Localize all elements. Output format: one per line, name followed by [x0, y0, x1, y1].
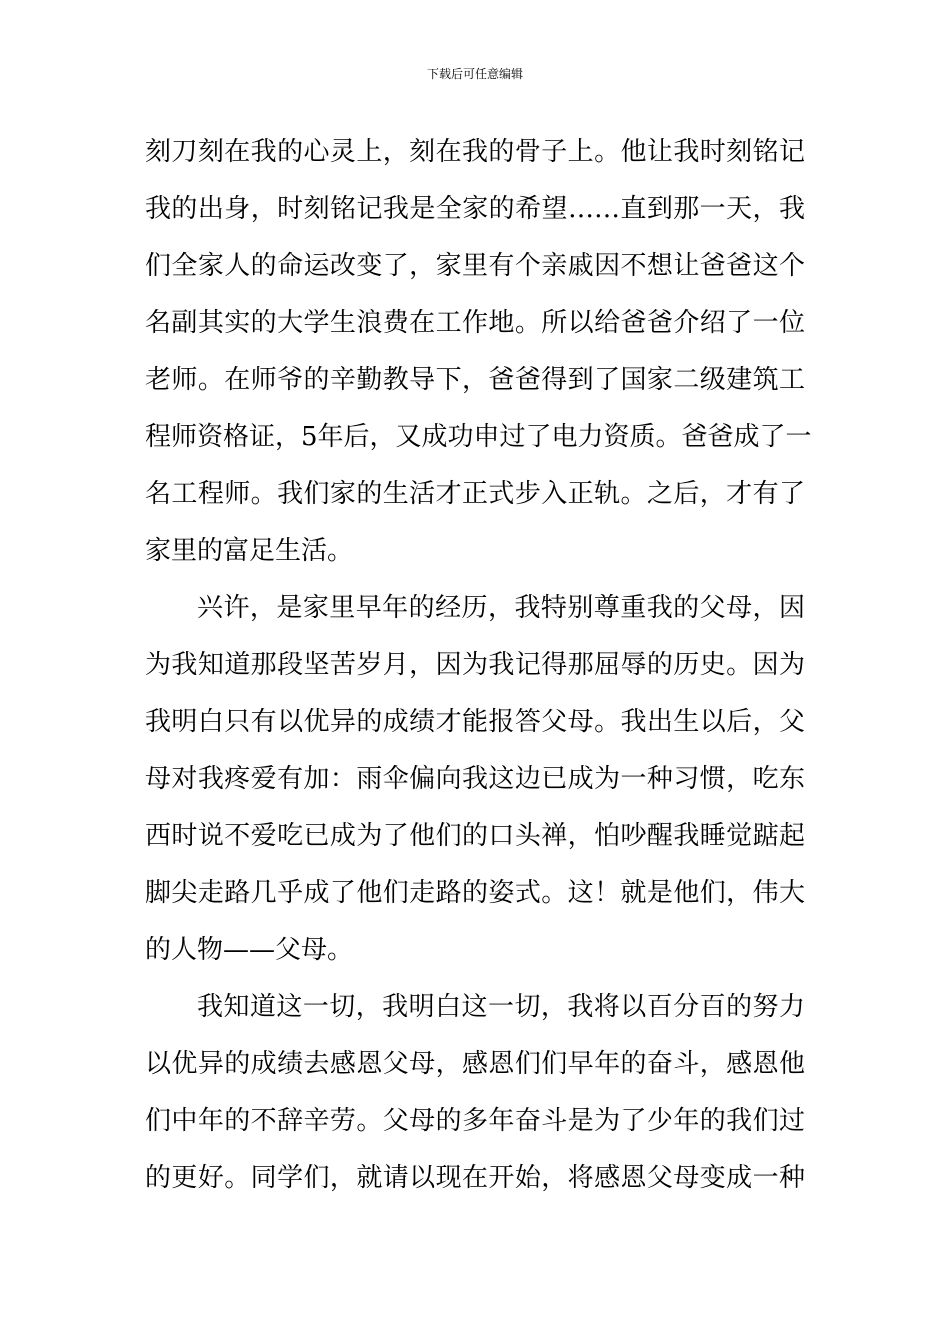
paragraph-1-line-4: 名副其实的大学生浪费在工作地。所以给爸爸介绍了一位 [145, 308, 805, 338]
paragraph-1-line-7: 名工程师。我们家的生活才正式步入正轨。之后，才有了 [145, 479, 805, 509]
paragraph-2-line-3: 我明白只有以优异的成绩才能报答父母。我出生以后，父 [145, 707, 805, 737]
paragraph-3-line-2: 以优异的成绩去感恩父母，感恩们们早年的奋斗，感恩他 [145, 1049, 805, 1079]
paragraph-3-line-3: 们中年的不辞辛劳。父母的多年奋斗是为了少年的我们过 [145, 1106, 805, 1136]
paragraph-2-line-4: 母对我疼爱有加：雨伞偏向我这边已成为一种习惯，吃东 [145, 764, 805, 794]
paragraph-3-line-1: 我知道这一切，我明白这一切，我将以百分百的努力 [197, 992, 805, 1022]
paragraph-1-line-1: 刻刀刻在我的心灵上，刻在我的骨子上。他让我时刻铭记 [145, 137, 805, 167]
paragraph-1-line-2: 我的出身，时刻铭记我是全家的希望……直到那一天，我 [145, 194, 805, 224]
paragraph-1-line-5: 老师。在师爷的辛勤教导下，爸爸得到了国家二级建筑工 [145, 365, 805, 395]
paragraph-2-line-7: 的人物——父母。 [145, 935, 354, 965]
paragraph-2-line-6: 脚尖走路几乎成了他们走路的姿式。这！就是他们，伟大 [145, 878, 805, 908]
paragraph-1-line-8: 家里的富足生活。 [145, 536, 354, 566]
paragraph-2-line-2: 为我知道那段坚苦岁月，因为我记得那屈辱的历史。因为 [145, 650, 805, 680]
paragraph-1-line-6: 程师资格证，5年后，又成功申过了电力资质。爸爸成了一 [145, 422, 812, 452]
document-body [145, 124, 812, 1207]
paragraph-1-line-3: 们全家人的命运改变了，家里有个亲戚因不想让爸爸这个 [145, 251, 805, 281]
paragraph-2-line-5: 西时说不爱吃已成为了他们的口头禅，怕吵醒我睡觉踮起 [145, 821, 805, 851]
paragraph-2-line-1: 兴许，是家里早年的经历，我特别尊重我的父母，因 [197, 593, 805, 623]
paragraph-3-line-4: 的更好。同学们，就请以现在开始，将感恩父母变成一种 [145, 1163, 805, 1193]
download-note: 下载后可任意编辑 [426, 67, 523, 81]
